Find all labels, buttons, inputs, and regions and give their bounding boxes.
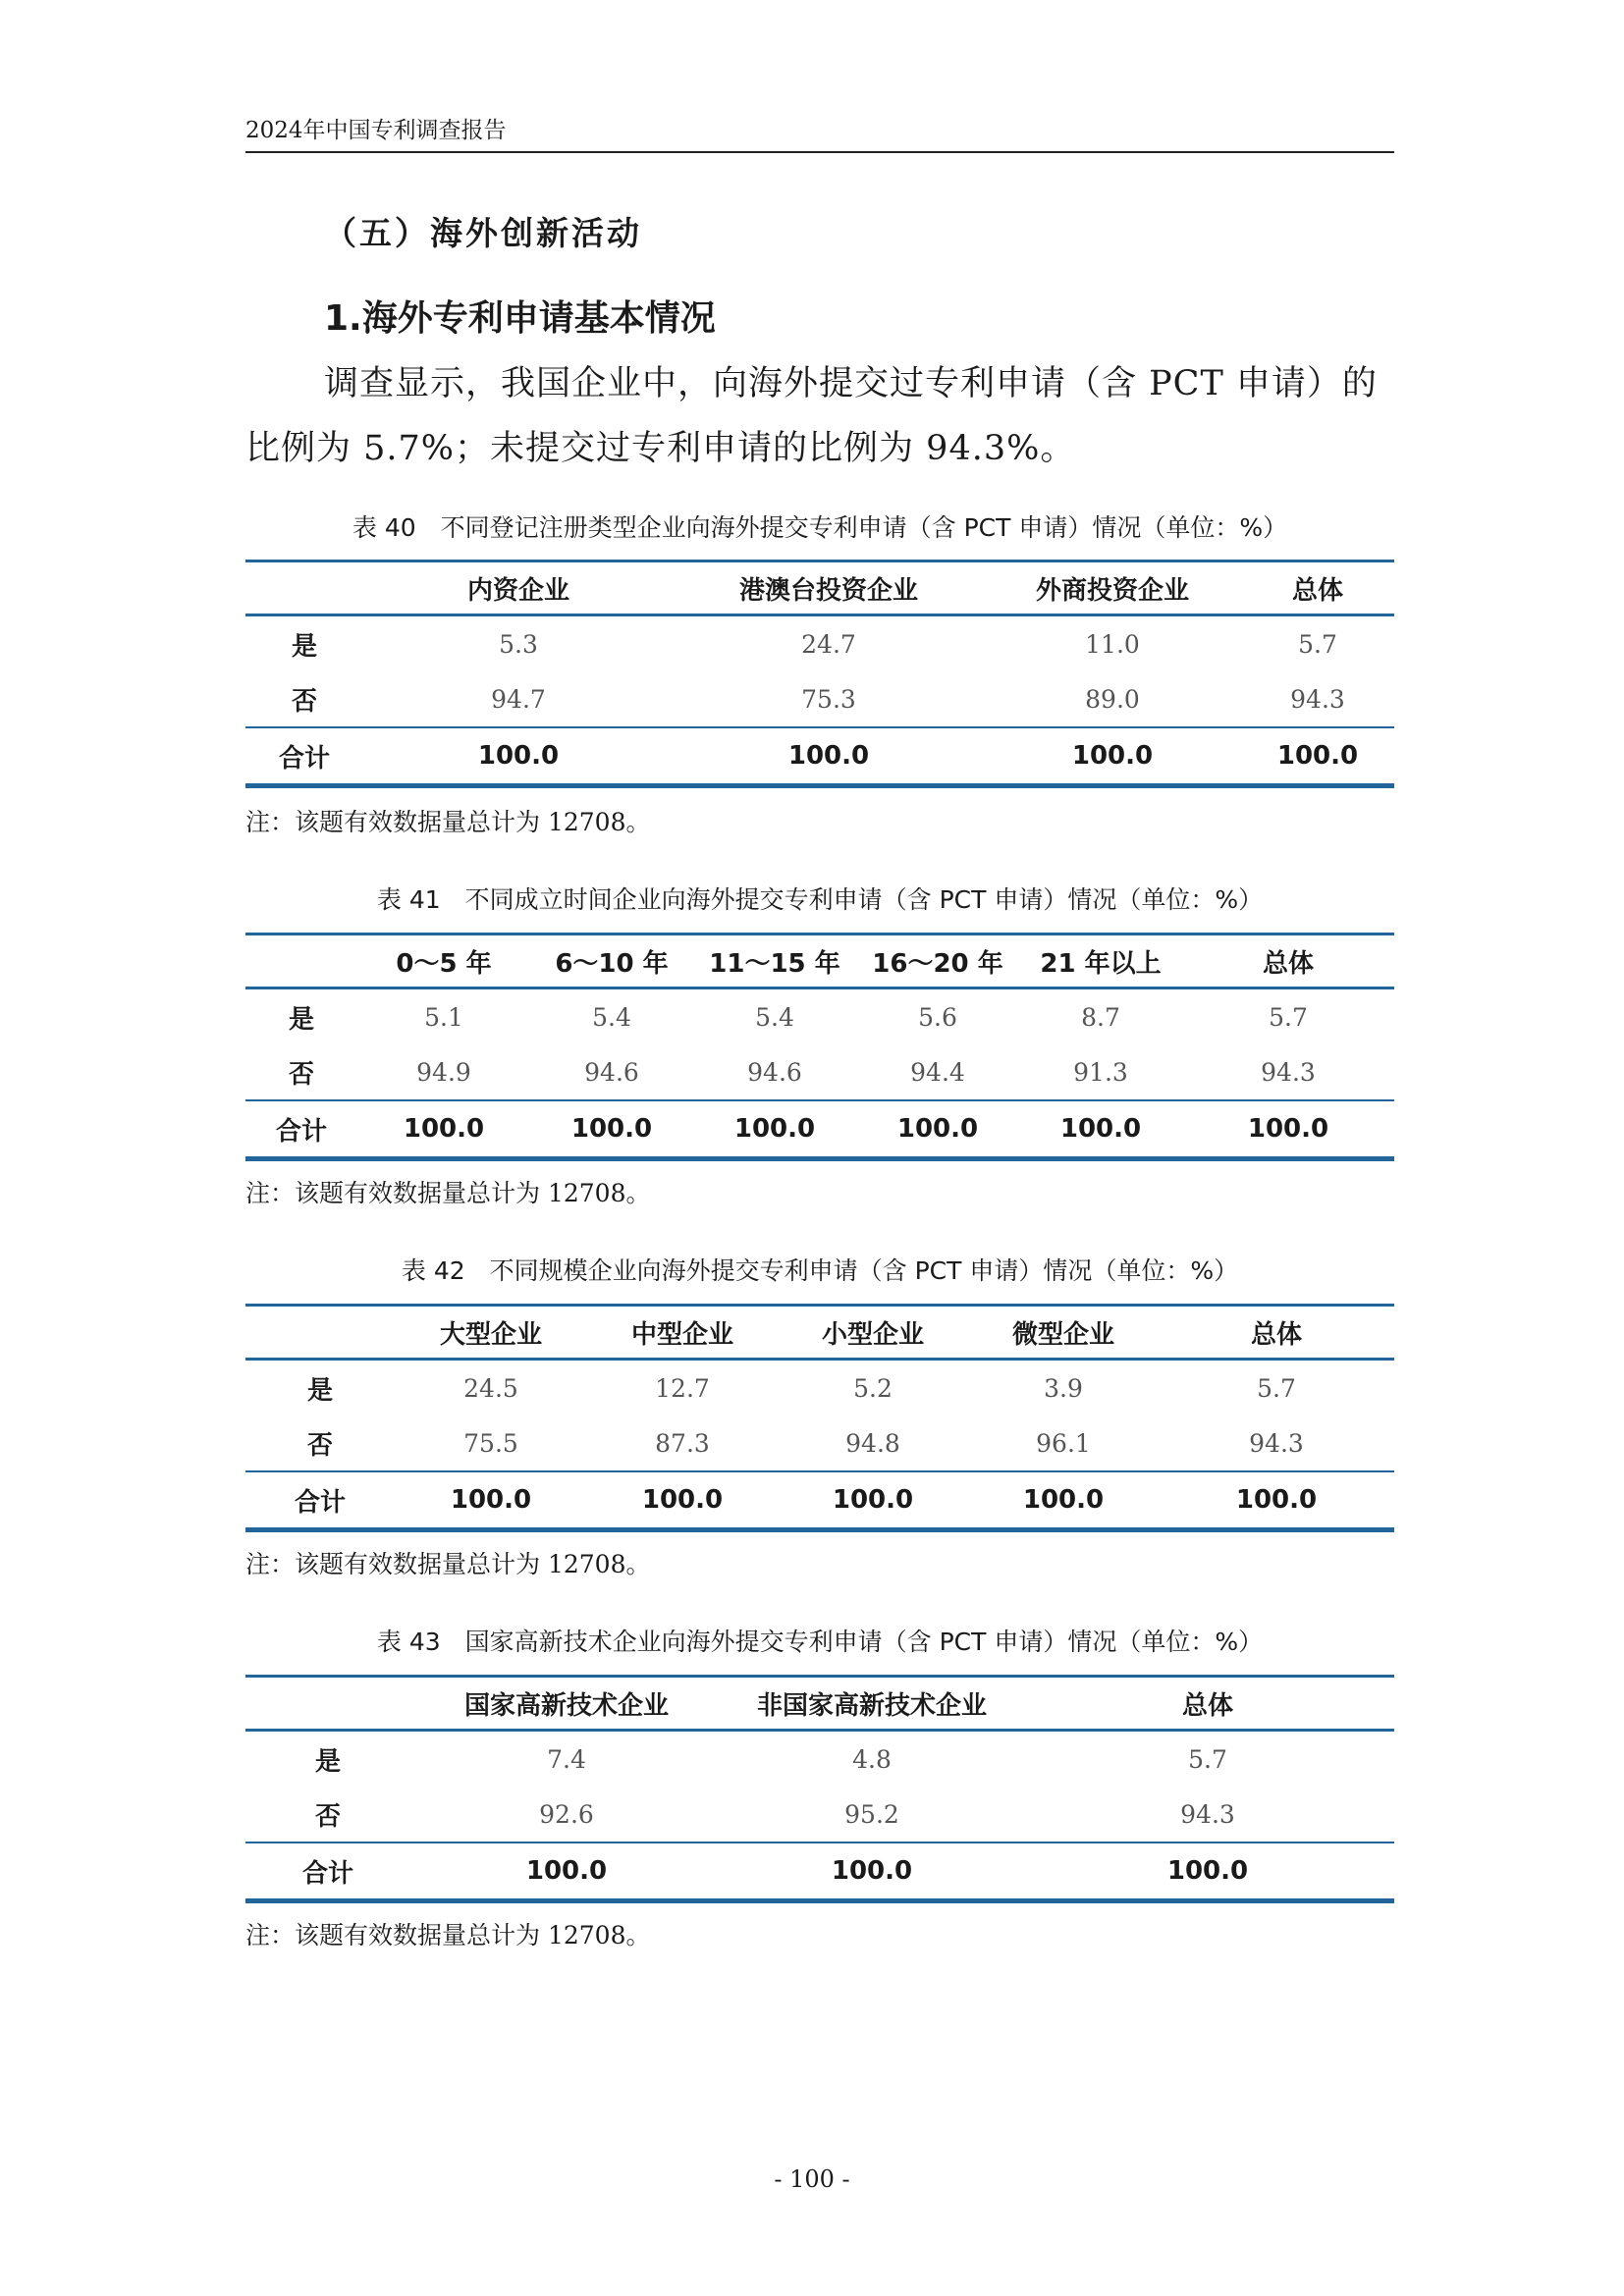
header-cell: 国家高新技术企业	[410, 1677, 723, 1731]
table-cell: 87.3	[655, 1428, 710, 1458]
body-paragraph: 调查显示，我国企业中，向海外提交过专利申请（含 PCT 申请）的比例为 5.7%；未提交过专利申请的比例为 94.3%。	[245, 364, 1378, 468]
header-cell: 总体	[1159, 1306, 1394, 1360]
total-cell: 100.0	[363, 727, 674, 786]
table-cell: 89.0	[1085, 684, 1140, 714]
total-cell: 100.0	[778, 1471, 968, 1530]
table-41	[245, 933, 1394, 1161]
subsection-title: 1.海外专利申请基本情况	[324, 298, 716, 339]
total-cell: 100.0	[984, 727, 1241, 786]
total-cell: 100.0	[410, 1842, 723, 1901]
header-cell: 小型企业	[778, 1306, 968, 1360]
total-label: 合计	[245, 1842, 410, 1901]
header-cell-empty	[245, 1677, 410, 1731]
table-row	[245, 1787, 1394, 1842]
table-cell: 94.3	[1180, 1799, 1235, 1829]
table-40-note: 注：该题有效数据量总计为 12708。	[245, 808, 651, 836]
table-row	[245, 1044, 1394, 1100]
table-row	[245, 988, 1394, 1045]
table-cell: 5.3	[499, 629, 538, 659]
header-cell: 11～15 年	[693, 934, 856, 988]
table-cell: 94.6	[747, 1057, 802, 1087]
table-40-caption: 表 40 不同登记注册类型企业向海外提交专利申请（含 PCT 申请）情况（单位：%）	[352, 513, 1288, 542]
table-cell: 5.1	[424, 1002, 463, 1032]
row-label: 是	[291, 631, 317, 662]
total-cell: 100.0	[674, 727, 984, 786]
table-cell: 96.1	[1036, 1428, 1091, 1458]
table-cell: 4.8	[852, 1744, 892, 1774]
table-cell: 94.9	[416, 1057, 471, 1087]
table-cell: 12.7	[655, 1373, 710, 1403]
header-cell: 6～10 年	[530, 934, 693, 988]
total-cell: 100.0	[357, 1100, 530, 1159]
header-cell: 内资企业	[363, 561, 674, 615]
table-43-caption: 表 43 国家高新技术企业向海外提交专利申请（含 PCT 申请）情况（单位：%）	[376, 1628, 1264, 1656]
header-cell: 非国家高新技术企业	[723, 1677, 1021, 1731]
total-cell: 100.0	[530, 1100, 693, 1159]
header-cell: 港澳台投资企业	[674, 561, 984, 615]
header-cell-empty	[245, 561, 363, 615]
table-cell: 5.6	[918, 1002, 957, 1032]
table-cell: 8.7	[1081, 1002, 1120, 1032]
table-cell: 94.4	[910, 1057, 965, 1087]
table-cell: 75.5	[463, 1428, 518, 1458]
header-cell: 总体	[1182, 934, 1394, 988]
total-cell: 100.0	[1019, 1100, 1182, 1159]
table-row	[245, 1360, 1394, 1416]
total-cell: 100.0	[1021, 1842, 1394, 1901]
table-cell: 5.4	[755, 1002, 794, 1032]
table-cell: 3.9	[1044, 1373, 1083, 1403]
header-cell-empty	[245, 934, 357, 988]
table-cell: 24.5	[463, 1373, 518, 1403]
header-cell: 中型企业	[587, 1306, 778, 1360]
table-cell: 94.3	[1249, 1428, 1304, 1458]
table-cell: 94.3	[1261, 1057, 1316, 1087]
table-cell: 5.7	[1188, 1744, 1227, 1774]
total-cell: 100.0	[968, 1471, 1159, 1530]
total-cell: 100.0	[693, 1100, 856, 1159]
header-cell: 21 年以上	[1019, 934, 1182, 988]
total-cell: 100.0	[587, 1471, 778, 1530]
table-cell: 5.4	[592, 1002, 631, 1032]
section-title: （五）海外创新活动	[324, 214, 642, 252]
table-row	[245, 1731, 1394, 1788]
row-label: 否	[291, 686, 317, 717]
table-cell: 11.0	[1085, 629, 1140, 659]
row-label: 是	[314, 1746, 341, 1777]
table-42	[245, 1304, 1394, 1532]
table-cell: 7.4	[547, 1744, 586, 1774]
header-cell: 总体	[1021, 1677, 1394, 1731]
total-cell: 100.0	[1182, 1100, 1394, 1159]
table-total-row	[245, 727, 1394, 786]
total-label: 合计	[245, 727, 363, 786]
header-cell-empty	[245, 1306, 395, 1360]
row-label: 否	[288, 1059, 314, 1090]
table-42-note: 注：该题有效数据量总计为 12708。	[245, 1550, 651, 1578]
table-header-row	[245, 561, 1394, 615]
table-total-row	[245, 1471, 1394, 1530]
table-cell: 92.6	[539, 1799, 594, 1829]
total-label: 合计	[245, 1100, 357, 1159]
table-header-row	[245, 1677, 1394, 1731]
table-42-caption: 表 42 不同规模企业向海外提交专利申请（含 PCT 申请）情况（单位：%）	[401, 1256, 1239, 1285]
table-40	[245, 560, 1394, 788]
table-total-row	[245, 1842, 1394, 1901]
row-label: 否	[306, 1430, 333, 1461]
table-cell: 91.3	[1073, 1057, 1128, 1087]
total-cell: 100.0	[395, 1471, 587, 1530]
row-label: 否	[314, 1801, 341, 1832]
table-cell: 94.7	[491, 684, 546, 714]
table-cell: 5.7	[1269, 1002, 1308, 1032]
header-cell: 16～20 年	[856, 934, 1019, 988]
table-cell: 5.7	[1257, 1373, 1296, 1403]
table-row	[245, 671, 1394, 727]
table-43-note: 注：该题有效数据量总计为 12708。	[245, 1921, 651, 1949]
total-cell: 100.0	[856, 1100, 1019, 1159]
total-cell: 100.0	[1241, 727, 1394, 786]
table-cell: 5.7	[1298, 629, 1337, 659]
table-cell: 75.3	[801, 684, 856, 714]
page-header: 2024年中国专利调查报告	[245, 116, 1394, 153]
table-header-row	[245, 1306, 1394, 1360]
total-cell: 100.0	[1159, 1471, 1394, 1530]
header-cell: 外商投资企业	[984, 561, 1241, 615]
table-41-note: 注：该题有效数据量总计为 12708。	[245, 1179, 651, 1207]
header-cell: 微型企业	[968, 1306, 1159, 1360]
total-label: 合计	[245, 1471, 395, 1530]
table-header-row	[245, 934, 1394, 988]
table-cell: 24.7	[801, 629, 856, 659]
table-cell: 94.3	[1290, 684, 1345, 714]
header-cell: 总体	[1241, 561, 1394, 615]
table-cell: 94.6	[584, 1057, 639, 1087]
table-total-row	[245, 1100, 1394, 1159]
row-label: 是	[288, 1004, 314, 1035]
header-cell: 大型企业	[395, 1306, 587, 1360]
table-cell: 5.2	[853, 1373, 893, 1403]
table-row	[245, 1415, 1394, 1471]
header-cell: 0～5 年	[357, 934, 530, 988]
row-label: 是	[306, 1375, 333, 1406]
table-row	[245, 615, 1394, 672]
page-number: - 100 -	[774, 2165, 850, 2193]
table-cell: 94.8	[845, 1428, 900, 1458]
table-41-caption: 表 41 不同成立时间企业向海外提交专利申请（含 PCT 申请）情况（单位：%）	[376, 885, 1264, 914]
table-43	[245, 1675, 1394, 1903]
total-cell: 100.0	[723, 1842, 1021, 1901]
table-cell: 95.2	[844, 1799, 899, 1829]
